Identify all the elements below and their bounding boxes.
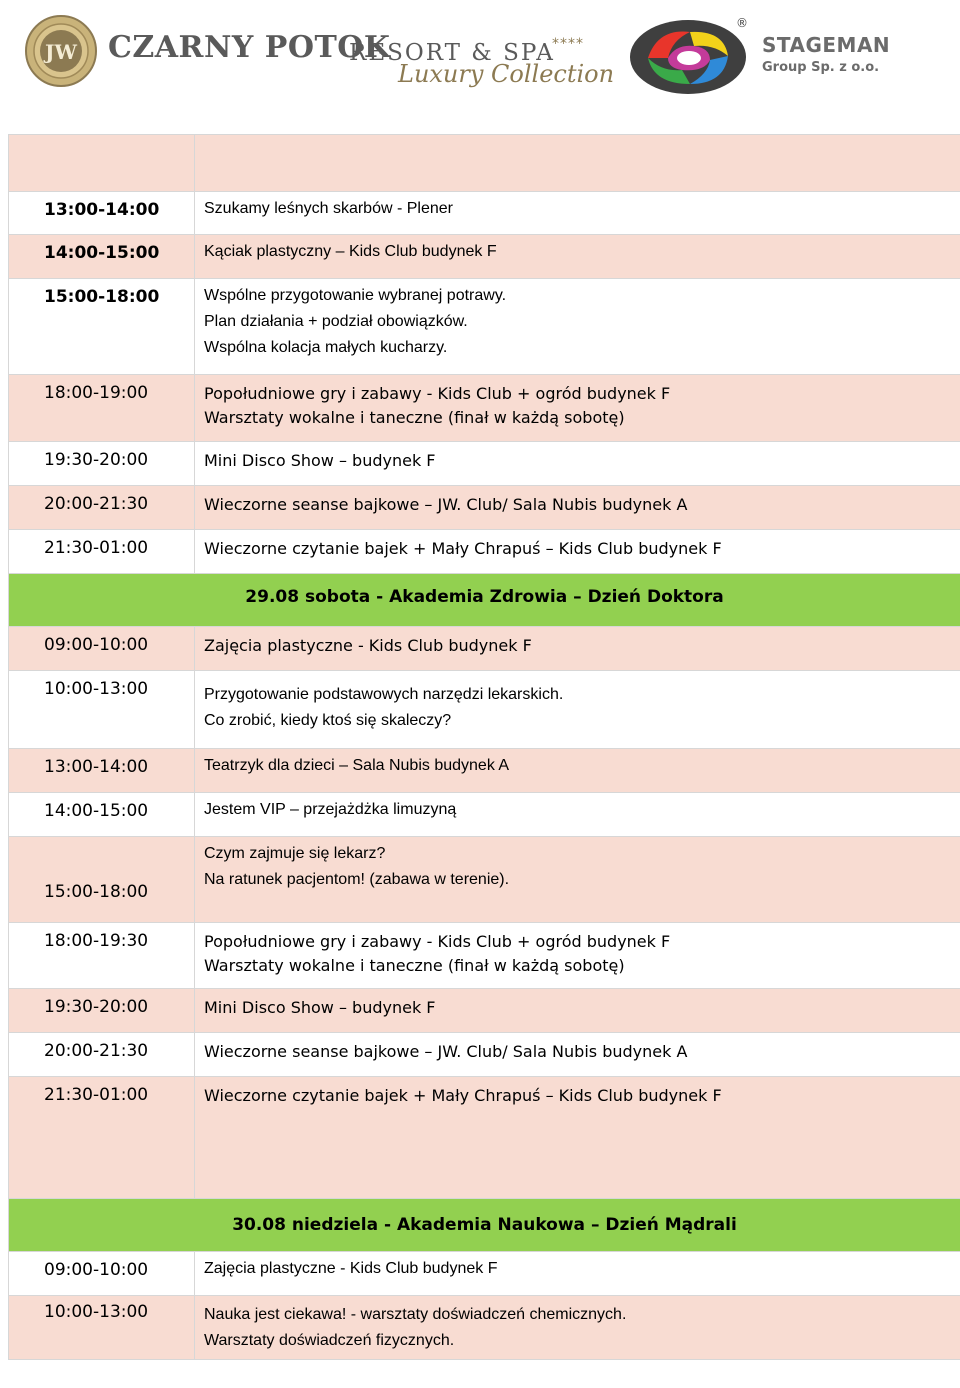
day-title: 30.08 niedziela - Akademia Naukowa – Dzień Mądrali xyxy=(232,1215,737,1235)
table-row xyxy=(9,530,960,574)
jw-seal-text: JW xyxy=(45,40,77,64)
partner-name: STAGEMAN xyxy=(762,33,891,57)
day-header-row xyxy=(9,1199,960,1252)
table-row xyxy=(9,375,960,442)
time-slot: 15:00-18:00 xyxy=(44,882,149,902)
time-slot: 10:00-13:00 xyxy=(44,679,149,699)
activity: Wspólne przygotowanie wybranej potrawy. Plan działania + podział obowiązków. Wspólna kolacja małych kucharzy. xyxy=(204,287,507,356)
page-header xyxy=(0,0,960,110)
table-row xyxy=(9,442,960,486)
registered-mark: ® xyxy=(736,16,748,30)
time-slot: 10:00-13:00 xyxy=(44,1302,149,1322)
activity: Wieczorne czytanie bajek + Mały Chrapuś – Kids Club budynek F xyxy=(204,1086,722,1105)
table-row xyxy=(9,235,960,279)
resort-spa-label: RESORT & SPA xyxy=(349,40,555,66)
time-slot: 14:00-15:00 xyxy=(44,801,149,821)
table-row xyxy=(9,749,960,793)
time-slot: 13:00-14:00 xyxy=(44,200,160,220)
time-slot: 18:00-19:30 xyxy=(44,931,149,951)
time-slot: 21:30-01:00 xyxy=(44,1085,149,1105)
activity: Teatrzyk dla dzieci – Sala Nubis budynek A xyxy=(204,757,510,774)
activity: Czym zajmuje się lekarz? Na ratunek pacjentom! (zabawa w terenie). xyxy=(204,845,510,888)
table-row xyxy=(9,486,960,530)
table-row-blank xyxy=(9,135,960,192)
activity: Szukamy leśnych skarbów - Plener xyxy=(204,200,453,217)
activity: Wieczorne seanse bajkowe – JW. Club/ Sala Nubis budynek A xyxy=(204,495,688,514)
activity: Kąciak plastyczny – Kids Club budynek F xyxy=(204,243,497,260)
resort-name: CZARNY POTOK xyxy=(108,30,391,65)
day-title: 29.08 sobota - Akademia Zdrowia – Dzień Doktora xyxy=(245,587,724,607)
table-row xyxy=(9,671,960,749)
table-row xyxy=(9,627,960,671)
jw-seal-logo xyxy=(24,14,98,88)
table-row xyxy=(9,793,960,837)
activity: Nauka jest ciekawa! - warsztaty doświadczeń chemicznych. Warsztaty doświadczeń fizycznych. xyxy=(204,1306,627,1349)
activity: Popołudniowe gry i zabawy - Kids Club + ogród budynek F Warsztaty wokalne i taneczne (finał w każdą sobotę) xyxy=(204,384,671,427)
time-slot: 14:00-15:00 xyxy=(44,243,160,263)
day-header-row xyxy=(9,574,960,627)
table-row xyxy=(9,989,960,1033)
partner-company: Group Sp. z o.o. xyxy=(762,60,880,75)
resort-tagline: Luxury Collection xyxy=(398,60,615,88)
table-row xyxy=(9,923,960,989)
activity: Mini Disco Show – budynek F xyxy=(204,451,436,470)
activity: Zajęcia plastyczne - Kids Club budynek F xyxy=(204,636,532,655)
schedule-table xyxy=(8,134,960,1360)
activity: Popołudniowe gry i zabawy - Kids Club + ogród budynek F Warsztaty wokalne i taneczne (finał w każdą sobotę) xyxy=(204,932,671,975)
activity: Wieczorne seanse bajkowe – JW. Club/ Sala Nubis budynek A xyxy=(204,1042,688,1061)
resort-stars: **** xyxy=(552,36,584,52)
activity: Mini Disco Show – budynek F xyxy=(204,998,436,1017)
time-slot: 15:00-18:00 xyxy=(44,287,160,307)
time-slot: 13:00-14:00 xyxy=(44,757,149,777)
activity: Wieczorne czytanie bajek + Mały Chrapuś – Kids Club budynek F xyxy=(204,539,722,558)
time-slot: 18:00-19:00 xyxy=(44,383,149,403)
table-row xyxy=(9,1077,960,1121)
activity: Jestem VIP – przejażdżka limuzyną xyxy=(204,801,457,818)
stageman-swirl-logo xyxy=(628,18,748,96)
time-slot: 09:00-10:00 xyxy=(44,1260,149,1280)
table-row xyxy=(9,1033,960,1077)
activity: Przygotowanie podstawowych narzędzi lekarskich. Co zrobić, kiedy ktoś się skaleczy? xyxy=(204,686,564,729)
table-row xyxy=(9,1296,960,1360)
activity: Zajęcia plastyczne - Kids Club budynek F xyxy=(204,1260,498,1277)
table-row xyxy=(9,837,960,923)
time-slot: 20:00-21:30 xyxy=(44,1041,149,1061)
table-row-blank xyxy=(9,1121,960,1199)
time-slot: 21:30-01:00 xyxy=(44,538,149,558)
time-slot: 09:00-10:00 xyxy=(44,635,149,655)
time-slot: 20:00-21:30 xyxy=(44,494,149,514)
table-row xyxy=(9,1252,960,1296)
table-row xyxy=(9,192,960,235)
time-slot: 19:30-20:00 xyxy=(44,997,149,1017)
time-slot: 19:30-20:00 xyxy=(44,450,149,470)
table-row xyxy=(9,279,960,375)
